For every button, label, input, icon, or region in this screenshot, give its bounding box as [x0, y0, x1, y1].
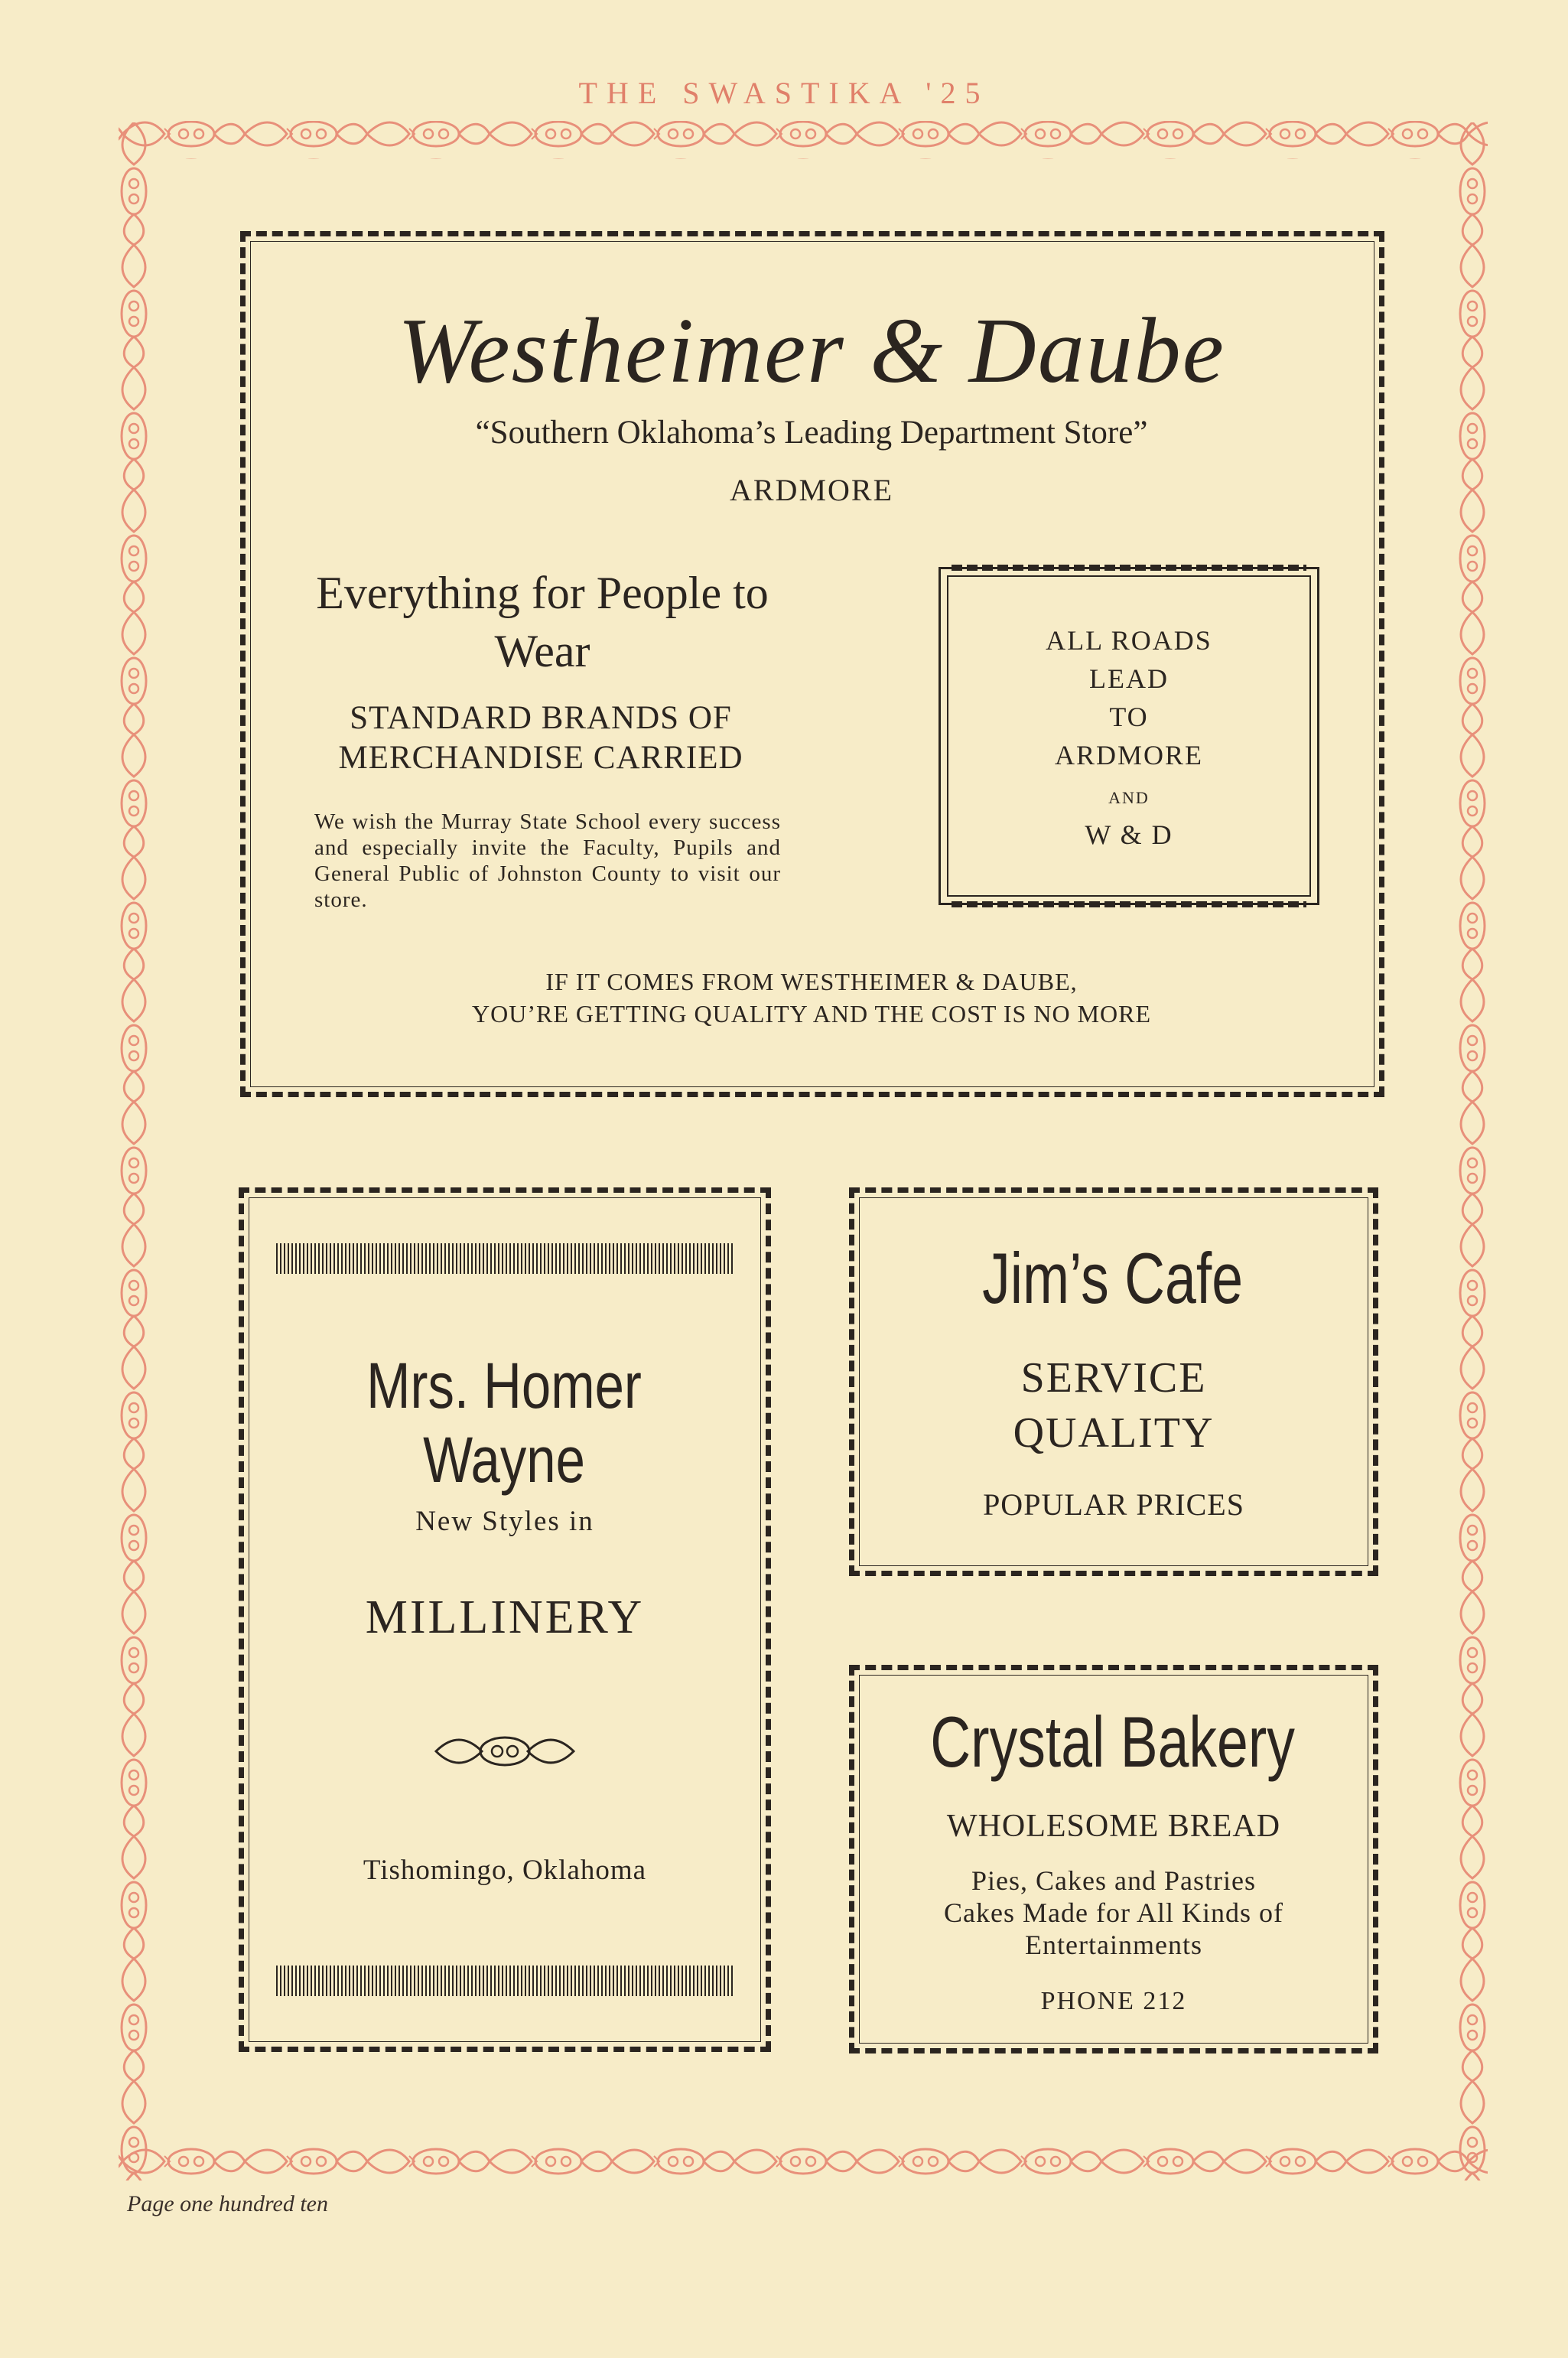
- scroll-ornament-icon: [428, 1728, 581, 1774]
- roads-line-1: ALL ROADS: [1046, 625, 1212, 656]
- westheimer-slogan: “Southern Oklahoma’s Leading Department Store”: [475, 415, 1148, 451]
- all-roads-box: [939, 567, 1319, 905]
- roads-wd: W & D: [1085, 819, 1173, 850]
- westheimer-ad: [240, 231, 1384, 1097]
- roads-line-4: ARDMORE: [1054, 740, 1204, 770]
- jims-line-1: SERVICE: [1020, 1354, 1207, 1402]
- crystal-line-1: Pies, Cakes and Pastries: [971, 1865, 1256, 1896]
- jims-name: [839, 1237, 1387, 1321]
- westheimer-headline: Everything for People to Wear: [316, 568, 769, 676]
- westheimer-brands: STANDARD BRANDS OF MERCHANDISE CARRIED: [338, 700, 743, 776]
- wayne-product: MILLINERY: [365, 1591, 645, 1643]
- closing-line-1: IF IT COMES FROM WESTHEIMER & DAUBE,: [545, 968, 1078, 995]
- roads-line-2: LEAD: [1089, 663, 1169, 694]
- page-number-label: Page one hundred ten: [127, 2191, 328, 2216]
- wayne-subtitle: New Styles in: [415, 1506, 594, 1537]
- bottom-hatch-rule: [276, 1966, 735, 1996]
- roads-and: AND: [1108, 788, 1150, 807]
- crystal-name-text: Crystal Bakery: [930, 1702, 1296, 1782]
- crystal-tagline: WHOLESOME BREAD: [946, 1809, 1281, 1844]
- crystal-bakery-ad: [849, 1665, 1378, 2053]
- crystal-line-2: Cakes Made for All Kinds of: [944, 1897, 1283, 1928]
- jims-line-2: QUALITY: [1013, 1409, 1215, 1457]
- westheimer-city: ARDMORE: [729, 473, 894, 507]
- jims-cafe-ad: [849, 1187, 1378, 1576]
- roads-line-3: TO: [1109, 702, 1149, 732]
- crystal-name: [839, 1701, 1387, 1784]
- westheimer-message: We wish the Murray State School every success and especially invite the Faculty, Pupils and General Public of Johnston County to visit our store.: [314, 809, 781, 912]
- wayne-name: [229, 1349, 779, 1498]
- jims-name-text: Jim’s Cafe: [982, 1238, 1244, 1318]
- closing-line-2: YOU’RE GETTING QUALITY AND THE COST IS NO MORE: [471, 1000, 1152, 1028]
- crystal-line-3: Entertainments: [1025, 1930, 1202, 1960]
- wayne-name-text: Mrs. Homer Wayne: [366, 1350, 642, 1496]
- wayne-location: Tishomingo, Oklahoma: [363, 1855, 647, 1886]
- westheimer-title: Westheimer & Daube: [398, 299, 1225, 402]
- wayne-ad: [239, 1187, 771, 2052]
- running-header: THE SWASTIKA '25: [578, 76, 990, 110]
- crystal-phone: PHONE 212: [1040, 1987, 1187, 2015]
- jims-line-3: POPULAR PRICES: [983, 1487, 1244, 1522]
- top-hatch-rule: [276, 1243, 735, 1274]
